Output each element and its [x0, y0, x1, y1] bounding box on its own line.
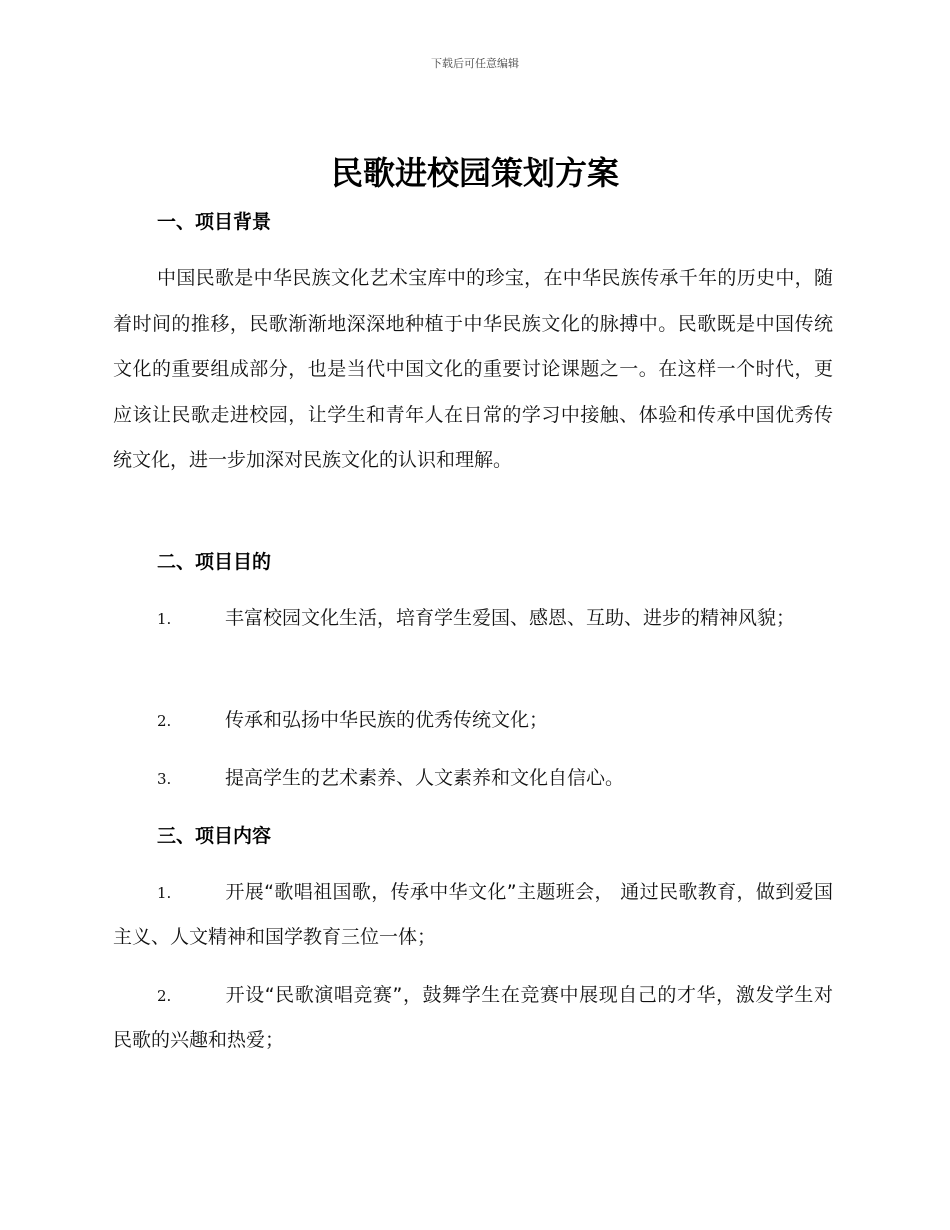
- list-text: 开展“歌唱祖国歌，传承中华文化”主题班会， 通过民歌教育，做到爱国主义、人文精神和国学教育三位一体；: [113, 881, 833, 948]
- list-number: 2.: [157, 712, 172, 730]
- list-number: 2.: [157, 987, 172, 1005]
- list-text: 提高学生的艺术素养、人文素养和文化自信心。: [225, 767, 625, 789]
- background-paragraph: 中国民歌是中华民族文化艺术宝库中的珍宝，在中华民族传承千年的历史中，随着时间的推移，民歌渐渐地深深地种植于中华民族文化的脉搏中。民歌既是中国传统文化的重要组成部分，也是当代中国文化的重要讨论课题之一。在这样一个时代，更应该让民歌走进校园，让学生和青年人在日常的学习中接触、体验和传承中国优秀传统文化，进一步加深对民族文化的认识和理解。: [113, 267, 833, 472]
- purpose-item-3: [113, 756, 833, 801]
- section-heading-purpose: 二、项目目的: [157, 551, 272, 573]
- list-number: 1.: [157, 610, 172, 628]
- purpose-item-2: [113, 698, 833, 743]
- purpose-item-1: [113, 596, 833, 641]
- section-heading-background: 一、项目背景: [157, 211, 272, 233]
- content-item-2: [113, 973, 833, 1062]
- content-item-1: [113, 870, 833, 959]
- list-number: 3.: [157, 770, 172, 788]
- list-text: 丰富校园文化生活，培育学生爱国、感恩、互助、进步的精神风貌；: [225, 607, 796, 629]
- header-note: 下载后可任意编辑: [431, 57, 519, 70]
- list-number: 1.: [157, 884, 172, 902]
- document-title: 民歌进校园策划方案: [330, 154, 619, 192]
- list-text: 传承和弘扬中华民族的优秀传统文化；: [225, 709, 549, 731]
- section-heading-content: 三、项目内容: [157, 825, 272, 847]
- list-text: 开设“民歌演唱竞赛”，鼓舞学生在竞赛中展现自己的才华，激发学生对民歌的兴趣和热爱；: [113, 984, 833, 1051]
